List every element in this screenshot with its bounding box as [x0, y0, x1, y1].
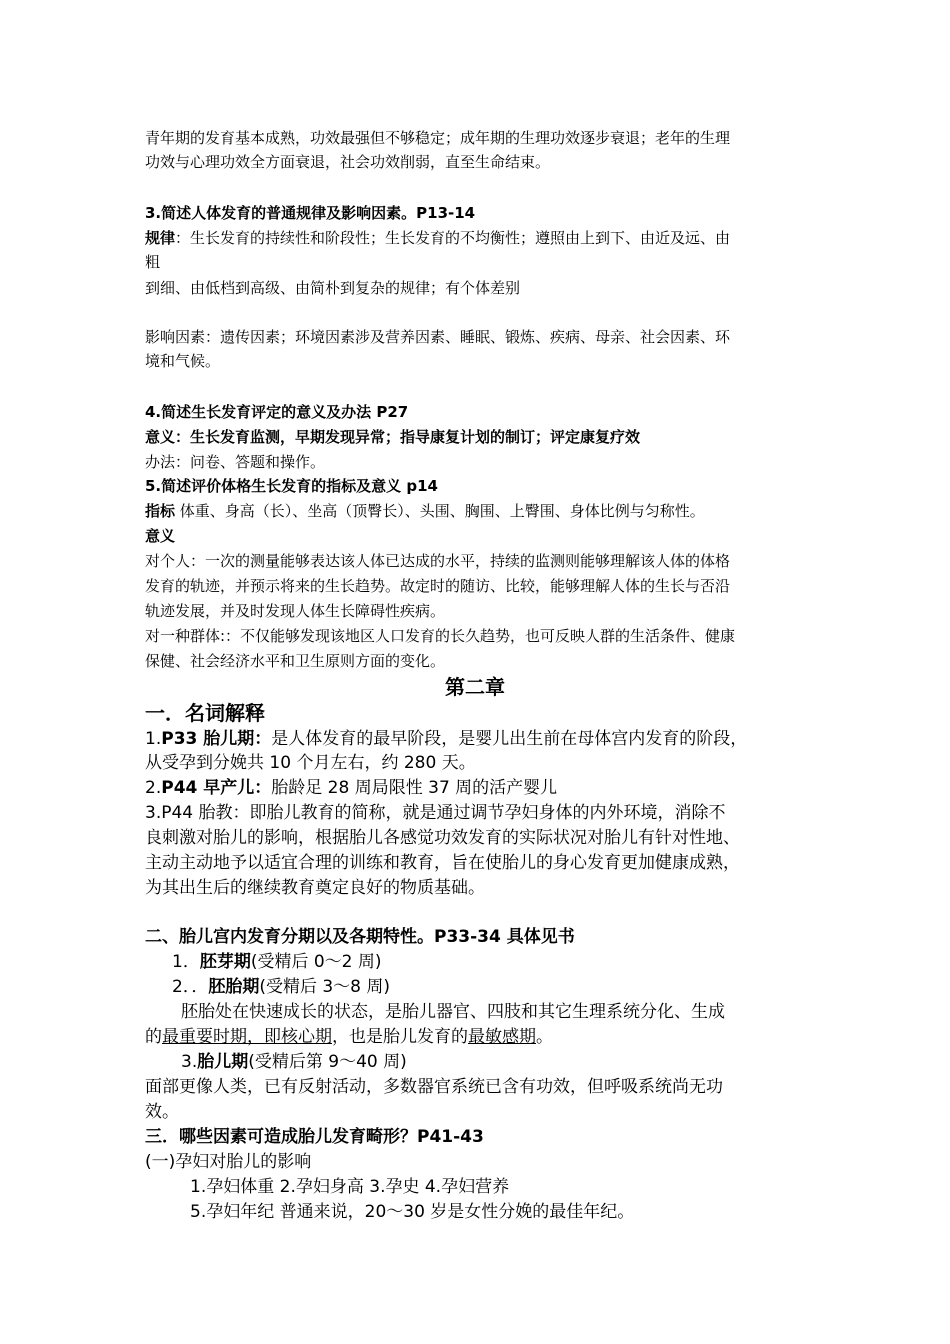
stage-fetal-desc-line-1: 面部更像人类，已有反射活动，多数器官系统已含有功效，但呼吸系统尚无功 [145, 1077, 723, 1097]
stage-embryonic-desc-line-2 [145, 1022, 553, 1047]
q5-individual-line-1: 对个人：一次的测量能够表达该人体已达成的水平，持续的监测则能够理解该人体的体格 [145, 552, 731, 570]
q3-rule-line-3: 到细、由低档到高级、由简朴到复杂的规律；有个体差别 [145, 279, 521, 297]
q3-rule-line-2: 粗 [145, 253, 161, 271]
q5-title: 5.简述评价体格生长发育的指标及意义 p14 [145, 477, 438, 495]
term-fetal-period-line-1 [145, 724, 747, 749]
q5-group-line-1: 对一种群体:：不仅能够发现该地区人口发育的长久趋势，也可反映人群的生活条件、健康 [145, 627, 736, 645]
stage-2-label: 胚胎期 [208, 977, 260, 997]
stage-1-text: (受精后 0～2 周) [250, 952, 382, 972]
chapter-title: 第二章 [445, 675, 505, 699]
term-2-label: P44 早产儿： [161, 778, 272, 798]
term-1-text: 是人体发育的最早阶段，是婴儿出生前在母体宫内发育的阶段， [271, 729, 748, 749]
stage-embryonic [172, 972, 390, 997]
stage-embryonic-desc-line-1: 胚胎处在快速成长的状态，是胎儿器官、四肢和其它生理系统分化、生成 [181, 1002, 725, 1022]
q3-factors-line-2: 境和气候。 [145, 352, 221, 370]
stage-3-number: 3. [181, 1052, 198, 1072]
term-2-text: 胎龄足 28 周局限性 37 周的活产婴儿 [271, 778, 558, 798]
intro-line-2: 功效与心理功效全方面衰退，社会功效削弱，直至生命结束。 [145, 153, 551, 171]
desc-mid: ，也是胎儿发育的 [332, 1027, 468, 1047]
section3-sub1: (一)孕妇对胎儿的影响 [145, 1152, 312, 1172]
term-prenatal-line-2: 良刺激对胎儿的影响，根据胎儿各感觉功效发育的实际状况对胎儿有针对性地、 [145, 828, 740, 848]
stage-2-text: (受精后 3～8 周) [259, 977, 391, 997]
stage-fetal [181, 1047, 407, 1072]
stage-germinal [172, 947, 382, 972]
sensitive-period-underline: 最敏感期 [468, 1027, 536, 1047]
section2-title: 二、胎儿宫内发育分期以及各期特性。P33-34 具体见书 [145, 927, 575, 947]
term-1-number: 1. [145, 729, 162, 749]
q4-title: 4.简述生长发育评定的意义及办法 P27 [145, 403, 409, 421]
q5-index-text: 体重、身高（长）、坐高（顶臀长）、头围、胸围、上臀围、身体比例与匀称性。 [175, 502, 705, 520]
q3-factors-line-1: 影响因素：遗传因素；环境因素涉及营养因素、睡眠、锻炼、疾病、母亲、社会因素、环 [145, 328, 731, 346]
q5-individual-line-3: 轨迹发展，并及时发现人体生长障碍性疾病。 [145, 602, 446, 620]
q4-meaning: 意义：生长发育监测，早期发现异常；指导康复计划的制订；评定康复疗效 [145, 428, 641, 446]
q5-group-line-2: 保健、社会经济水平和卫生原则方面的变化。 [145, 652, 446, 670]
maternal-factors-line-2: 5.孕妇年纪 普通来说，20～30 岁是女性分娩的最佳年纪。 [190, 1202, 635, 1222]
stage-1-label: 胚芽期 [199, 952, 251, 972]
term-1-label: P33 胎儿期： [161, 729, 272, 749]
stage-fetal-desc-line-2: 效。 [145, 1102, 179, 1122]
q3-title: 3.简述人体发育的普通规律及影响因素。P13-14 [145, 204, 476, 222]
term-prenatal-line-4: 为其出生后的继续教育奠定良好的物质基础。 [145, 878, 485, 898]
term-premature-line [145, 773, 557, 798]
q5-meaning-label: 意义 [145, 527, 176, 545]
critical-period-underline: 最重要时期，即核心期 [162, 1027, 332, 1047]
term-prenatal-line-1: 3.P44 胎教：即胎儿教育的简称，就是通过调节孕妇身体的内外环境，消除不 [145, 803, 726, 823]
desc-pre: 的 [145, 1027, 162, 1047]
q4-method: 办法：问卷、答题和操作。 [145, 453, 326, 471]
term-prenatal-line-3: 主动主动地予以适宜合理的训练和教育，旨在使胎儿的身心发育更加健康成熟， [145, 853, 740, 873]
q3-rule-line-1 [145, 227, 730, 248]
stage-3-label: 胎儿期 [197, 1052, 249, 1072]
section3-title: 三．哪些因素可造成胎儿发育畸形？P41-43 [145, 1127, 484, 1147]
q5-index-label: 指标 [145, 502, 176, 520]
maternal-factors-line-1: 1.孕妇体重 2.孕妇身高 3.孕史 4.孕妇营养 [190, 1177, 510, 1197]
stage-3-text: (受精后第 9～40 周) [248, 1052, 407, 1072]
intro-line-1: 青年期的发育基本成熟，功效最强但不够稳定；成年期的生理功效逐步衰退；老年的生理 [145, 129, 731, 147]
q3-rule-text: ：生长发育的持续性和阶段性；生长发育的不均衡性；遵照由上到下、由近及远、由 [175, 229, 731, 247]
term-2-number: 2. [145, 778, 162, 798]
term-fetal-period-line-2: 从受孕到分娩共 10 个月左右，约 280 天。 [145, 753, 476, 773]
desc-end: 。 [536, 1027, 553, 1047]
q5-index-line [145, 500, 705, 521]
stage-1-number: 1． [172, 952, 200, 972]
q3-rule-label: 规律 [145, 229, 176, 247]
section1-title: 一．名词解释 [145, 701, 265, 725]
q5-individual-line-2: 发育的轨迹，并预示将来的生长趋势。故定时的随访、比较，能够理解人体的生长与否沿 [145, 577, 731, 595]
stage-2-number: 2．． [172, 977, 209, 997]
